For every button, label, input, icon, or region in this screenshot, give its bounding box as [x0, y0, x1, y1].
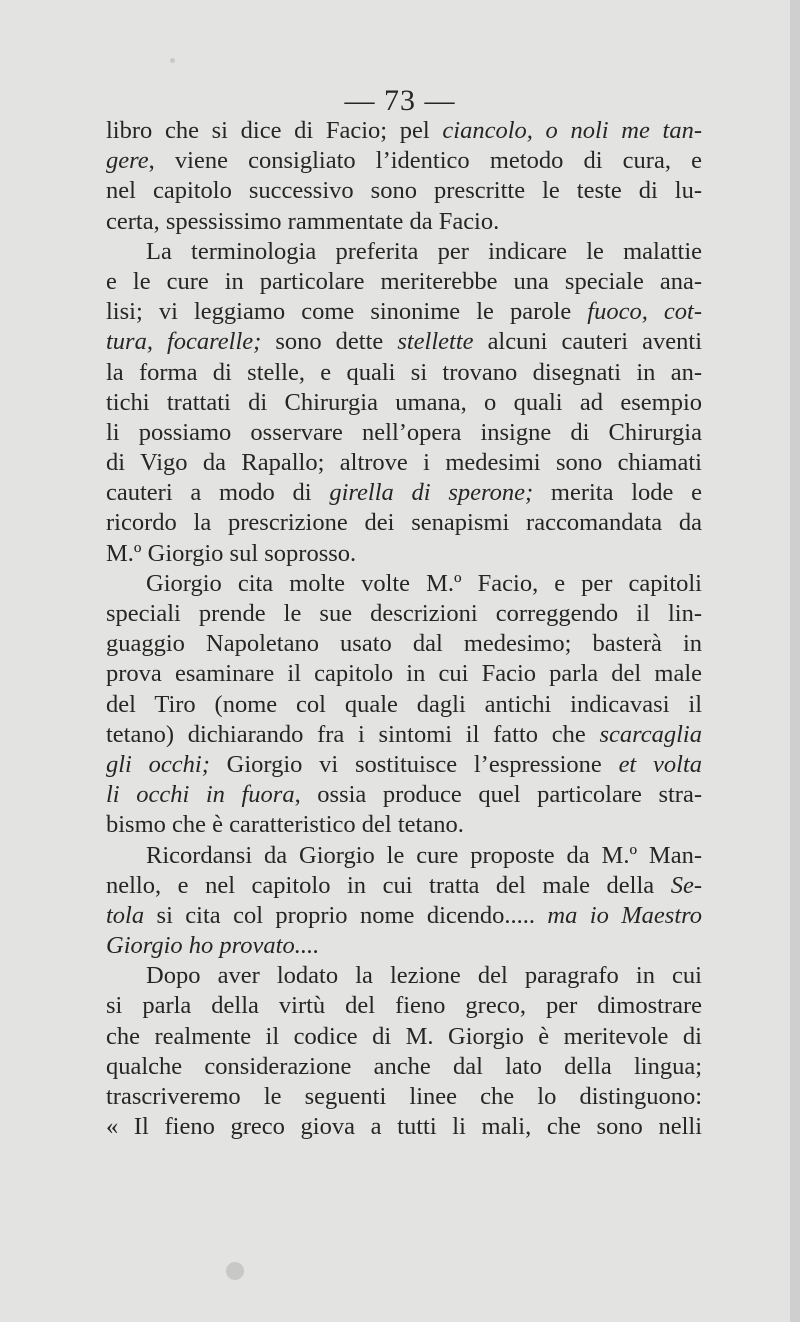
page-number: — 73 —: [344, 84, 456, 117]
italic-text: fuoco, cot-: [587, 298, 702, 326]
text-segment: guaggio Napoletano usato dal medesimo; basterà in: [106, 630, 702, 658]
text-line: [106, 629, 702, 659]
text-line: [106, 659, 702, 689]
text-line: [106, 931, 702, 961]
text-line: [106, 841, 702, 871]
text-line: [106, 358, 702, 388]
text-line: [106, 327, 702, 357]
italic-text: ciancolo, o noli me tan-: [442, 117, 702, 144]
text-line: [106, 116, 702, 146]
text-segment: Giorgio vi sostituisce l’espressione: [209, 750, 619, 778]
text-segment: di Vigo da Rapallo; altrove i medesimi sono chiamati: [106, 449, 702, 477]
text-segment: certa, spessissimo rammentate da Facio.: [106, 207, 500, 235]
text-line: [106, 207, 702, 237]
text-line: [106, 418, 702, 448]
text-line: [106, 297, 702, 327]
body-text: [106, 116, 702, 1142]
text-segment: e le cure in particolare meriterebbe una speciale ana-: [106, 267, 702, 295]
text-segment: « Il fieno greco giova a tutti li mali, che sono nelli: [106, 1113, 702, 1141]
text-line: [106, 961, 702, 991]
text-segment: ricordo la prescrizione dei senapismi raccomandata da: [106, 509, 702, 537]
paper-speck: [226, 1262, 244, 1280]
italic-text: et volta: [618, 750, 702, 778]
text-segment: tetano) dichiarando fra i sintomi il fatto che: [106, 720, 600, 748]
text-segment: trascriveremo le seguenti linee che lo distinguono:: [106, 1083, 702, 1110]
italic-text: gli occhi;: [106, 750, 210, 778]
italic-text: Giorgio ho provato....: [106, 932, 320, 960]
text-line: [106, 1052, 702, 1082]
text-line: [106, 508, 702, 538]
text-line: [106, 991, 702, 1021]
text-line: [106, 388, 702, 418]
italic-text: tura, focarelle;: [106, 328, 262, 356]
text-line: [106, 1022, 702, 1052]
italic-text: tola: [106, 901, 145, 929]
text-segment: cauteri a modo di: [106, 479, 330, 507]
text-line: [106, 267, 702, 297]
text-line: [106, 810, 702, 840]
text-segment: alcuni cauteri aventi: [473, 328, 702, 356]
text-line: [106, 146, 702, 176]
text-segment: , ossia produce quel particolare stra-: [294, 781, 702, 809]
text-segment: la forma di stelle, e quali si trovano disegnati in an-: [106, 358, 702, 386]
italic-text: Se-: [670, 871, 702, 899]
text-segment: nello, e nel capitolo in cui tratta del male della: [106, 871, 671, 899]
text-line: [106, 720, 702, 750]
italic-text: stellette: [397, 328, 474, 356]
italic-text: ma io Maestro: [547, 901, 702, 929]
italic-text: gere: [106, 147, 149, 175]
text-line: [106, 569, 702, 599]
text-segment: lisi; vi leggiamo come sinonime le parole: [106, 298, 588, 326]
text-segment: tichi trattati di Chirurgia umana, o quali ad esempio: [106, 388, 702, 416]
text-line: [106, 690, 702, 720]
text-line: [106, 237, 702, 267]
text-segment: Ricordansi da Giorgio le cure proposte da M.º Man-: [146, 841, 702, 869]
text-segment: nel capitolo successivo sono prescritte le teste di lu-: [106, 177, 702, 205]
text-line: [106, 780, 702, 810]
text-segment: bismo che è caratteristico del tetano.: [106, 811, 464, 839]
italic-text: girella di sperone;: [329, 479, 534, 507]
text-segment: , viene consigliato l’identico metodo di cura, e: [148, 147, 702, 175]
italic-text: scarcaglia: [599, 720, 702, 748]
text-segment: li possiamo osservare nell’opera insigne di Chirurgia: [106, 418, 702, 446]
text-line: [106, 1082, 702, 1112]
text-line: [106, 1112, 702, 1142]
text-segment: La terminologia preferita per indicare le malattie: [146, 237, 702, 265]
text-segment: si cita col proprio nome dicendo.....: [144, 901, 548, 929]
text-line: [106, 750, 702, 780]
text-segment: merita lode e: [533, 479, 702, 507]
text-line: [106, 599, 702, 629]
text-line: [106, 539, 702, 569]
text-segment: libro che si dice di Facio; pel: [106, 117, 443, 144]
text-segment: qualche considerazione anche dal lato della lingua;: [106, 1052, 702, 1080]
text-line: [106, 871, 702, 901]
text-segment: si parla della virtù del fieno greco, per dimostrare: [106, 992, 702, 1020]
text-segment: M.º Giorgio sul soprosso.: [106, 539, 357, 567]
text-line: [106, 478, 702, 508]
text-line: [106, 901, 702, 931]
text-line: [106, 176, 702, 206]
text-segment: che realmente il codice di M. Giorgio è meritevole di: [106, 1022, 702, 1050]
text-segment: prova esaminare il capitolo in cui Facio parla del male: [106, 660, 702, 688]
text-segment: del Tiro (nome col quale dagli antichi indicavasi il: [106, 690, 702, 718]
text-segment: Dopo aver lodato la lezione del paragrafo in cui: [146, 962, 702, 990]
text-line: [106, 448, 702, 478]
text-segment: speciali prende le sue descrizioni correggendo il lin-: [106, 600, 702, 627]
paper-speck: [170, 58, 175, 63]
text-segment: Giorgio cita molte volte M.º Facio, e per capitoli: [146, 569, 702, 597]
text-segment: sono dette: [261, 328, 398, 356]
italic-text: li occhi in fuora: [106, 781, 295, 809]
